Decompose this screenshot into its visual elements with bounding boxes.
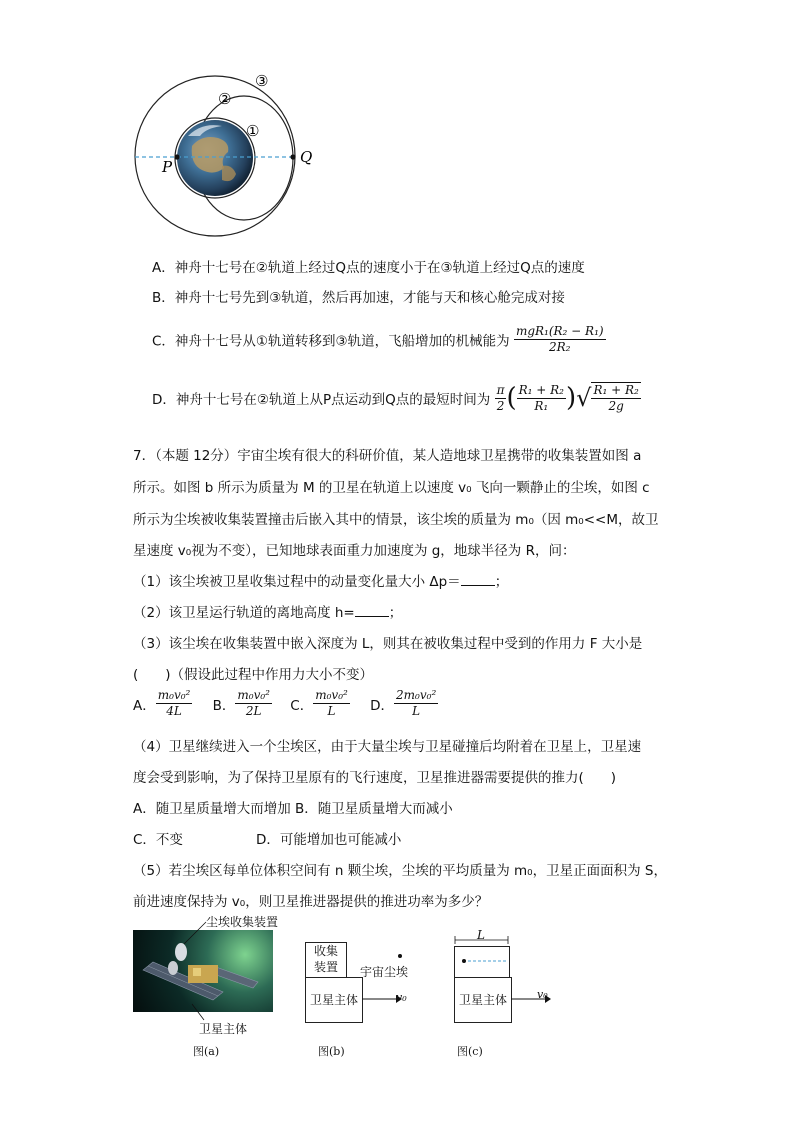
choice-a-label: A． [133, 697, 156, 714]
option-c-denominator: 2R₂ [549, 340, 571, 354]
option-c-fraction [514, 324, 606, 355]
figure-c-l-marker [454, 936, 514, 946]
figure-a-label-top: 尘埃收集装置 [206, 915, 279, 929]
point-p-dot [174, 154, 179, 159]
q7-sub1 [133, 570, 508, 590]
option-b-text: B．神舟十七号先到③轨道，然后再加速，才能与天和核心舱完成对接 [152, 290, 565, 306]
option-d: D．神舟十七号在②轨道上从P点运动到Q点的最短时间为 $\frac{\pi}{2}$ ( $\frac{\text{R₁ + R₂}}{\text{R₁}}$ )√ $\frac{\text{R₁ + R₂}}{2g}$ [152, 382, 639, 413]
option-c-text: C．神舟十七号从①轨道转移到③轨道，飞船增加的机械能为 [152, 333, 510, 350]
choice-c-fraction [313, 688, 350, 719]
orbit1-label: ① [246, 122, 260, 140]
option-d-paren-fraction [517, 383, 566, 414]
q7-sub5-line2: 前进速度保持为 v₀，则卫星推进器提供的推进功率为多少？ [133, 894, 489, 910]
option-c [152, 324, 606, 355]
figure-b-collector-line1: 收集 [313, 944, 338, 958]
figure-c-dust [454, 946, 510, 978]
figure-b-dust-dot [398, 954, 402, 958]
choice-d[interactable] [370, 688, 438, 718]
q7-sub4-choice-c: C．不变 [133, 832, 183, 848]
figure-b-body [305, 977, 363, 1023]
orbit2-label: ② [218, 90, 232, 108]
choice-a-fraction [156, 688, 193, 719]
choice-b-den: 2L [245, 704, 262, 718]
q7-sub1-text: （1）该尘埃被卫星收集过程中的动量变化量大小 Δp＝ [133, 574, 461, 590]
q7-sub5-line1: （5）若尘埃区每单位体积空间有 n 颗尘埃，尘埃的平均质量为 m₀，卫星正面面积为 S， [133, 863, 667, 879]
option-c-numerator: mgR₁(R₂ − R₁) [515, 324, 604, 338]
point-q-label: Q [300, 148, 313, 166]
choice-d-fraction [394, 688, 438, 719]
point-p-label: P [162, 158, 173, 176]
choice-a[interactable] [133, 688, 197, 718]
figure-b-body-label: 卫星主体 [309, 993, 358, 1007]
figure-c-velocity-label: v₀ [537, 988, 548, 1001]
q7-sub2-text: （2）该卫星运行轨道的离地高度 h= [133, 605, 355, 621]
q7-sub2-end: ； [388, 605, 403, 621]
figure-b-dust-label: 宇宙尘埃 [360, 965, 409, 979]
q7-sub4-line2: 度会受到影响，为了保持卫星原有的飞行速度，卫星推进器需要提供的推力( ) [133, 770, 617, 786]
choice-a-den: 4L [166, 704, 182, 718]
q7-sub2 [133, 601, 402, 621]
q7-sub1-blank[interactable] [461, 573, 495, 586]
option-d-sqrt-num: R₁ + R₂ [593, 383, 639, 397]
q7-sub2-blank[interactable] [355, 604, 389, 617]
choice-a-num: m₀v₀² [157, 688, 191, 702]
figure-a-pointer-top [180, 918, 210, 948]
option-d-paren-num: R₁ + R₂ [518, 382, 564, 397]
q7-sub3-choices [133, 688, 438, 719]
figure-a-label-bottom: 卫星主体 [199, 1022, 248, 1036]
figure-c-body [454, 977, 512, 1023]
figure-b-collector-line2: 装置 [313, 960, 338, 974]
q7-line2: 所示。如图 b 所示为质量为 M 的卫星在轨道上以速度 v₀ 飞向一颗静止的尘埃，如图 c [133, 480, 650, 496]
q7-sub4-line1: （4）卫星继续进入一个尘埃区，由于大量尘埃与卫星碰撞后均附着在卫星上，卫星速 [133, 739, 642, 755]
figure-b-velocity-label: v₀ [396, 991, 407, 1004]
choice-b-fraction [235, 688, 272, 719]
q7-sub4-choices-ab: A．随卫星质量增大而增加 B．随卫星质量增大而减小 [133, 801, 453, 817]
option-d-sqrt-den: 2g [608, 399, 624, 413]
figure-b-collector [305, 942, 347, 978]
choice-c-label: C． [290, 697, 314, 714]
choice-d-den: L [412, 704, 421, 718]
q7-line3: 所示为尘埃被收集装置撞击后嵌入其中的情景，该尘埃的质量为 m₀（因 m₀<<M，故卫 [133, 512, 659, 528]
figure-c-body-label: 卫星主体 [458, 993, 507, 1007]
option-d-pi-fraction [495, 383, 507, 414]
figure-a-caption: 图(a) [193, 1045, 220, 1058]
point-q-dot [290, 154, 295, 159]
option-d-pi: π [496, 382, 505, 397]
q7-sub3-line1: （3）该尘埃在收集装置中嵌入深度为 L，则其在被收集过程中受到的作用力 F 大小是 [133, 636, 643, 652]
q7-sub3-line2: ( )（假设此过程中作用力大小不变） [133, 667, 374, 683]
option-a-text: A．神舟十七号在②轨道上经过Q点的速度小于在③轨道上经过Q点的速度 [152, 260, 585, 276]
figure-b-caption: 图(b) [318, 1045, 345, 1058]
choice-b[interactable] [212, 688, 277, 718]
option-d-two: 2 [496, 398, 505, 413]
option-d-paren-den: R₁ [534, 398, 549, 413]
figure-c-l-label: L [477, 928, 485, 942]
q7-line4: 星速度 v₀视为不变），已知地球表面重力加速度为 g，地球半径为 R，问： [133, 543, 576, 559]
orbit-diagram [130, 66, 330, 238]
q7-sub1-end: ； [494, 574, 509, 590]
q7-sub4-choice-d: D．可能增加也可能减小 [256, 832, 402, 848]
option-d-sqrt-fraction [591, 382, 640, 414]
option-d-text: D．神舟十七号在②轨道上从P点运动到Q点的最短时间为 [152, 392, 491, 408]
choice-b-label: B． [212, 697, 236, 714]
figure-a-pointer-bottom [188, 1000, 208, 1024]
choice-c-num: m₀v₀² [315, 688, 348, 702]
choice-d-num: 2m₀v₀² [396, 688, 437, 702]
choice-c[interactable] [290, 688, 354, 718]
choice-d-label: D． [370, 697, 395, 714]
choice-c-den: L [327, 704, 336, 718]
sqrt-icon: √ [576, 384, 592, 412]
choice-b-num: m₀v₀² [237, 688, 270, 702]
q7-line1: 7．（本题 12分）宇宙尘埃有很大的科研价值，某人造地球卫星携带的收集装置如图 a [133, 448, 642, 464]
figure-c-caption: 图(c) [457, 1045, 483, 1058]
orbit3-label: ③ [255, 72, 269, 90]
